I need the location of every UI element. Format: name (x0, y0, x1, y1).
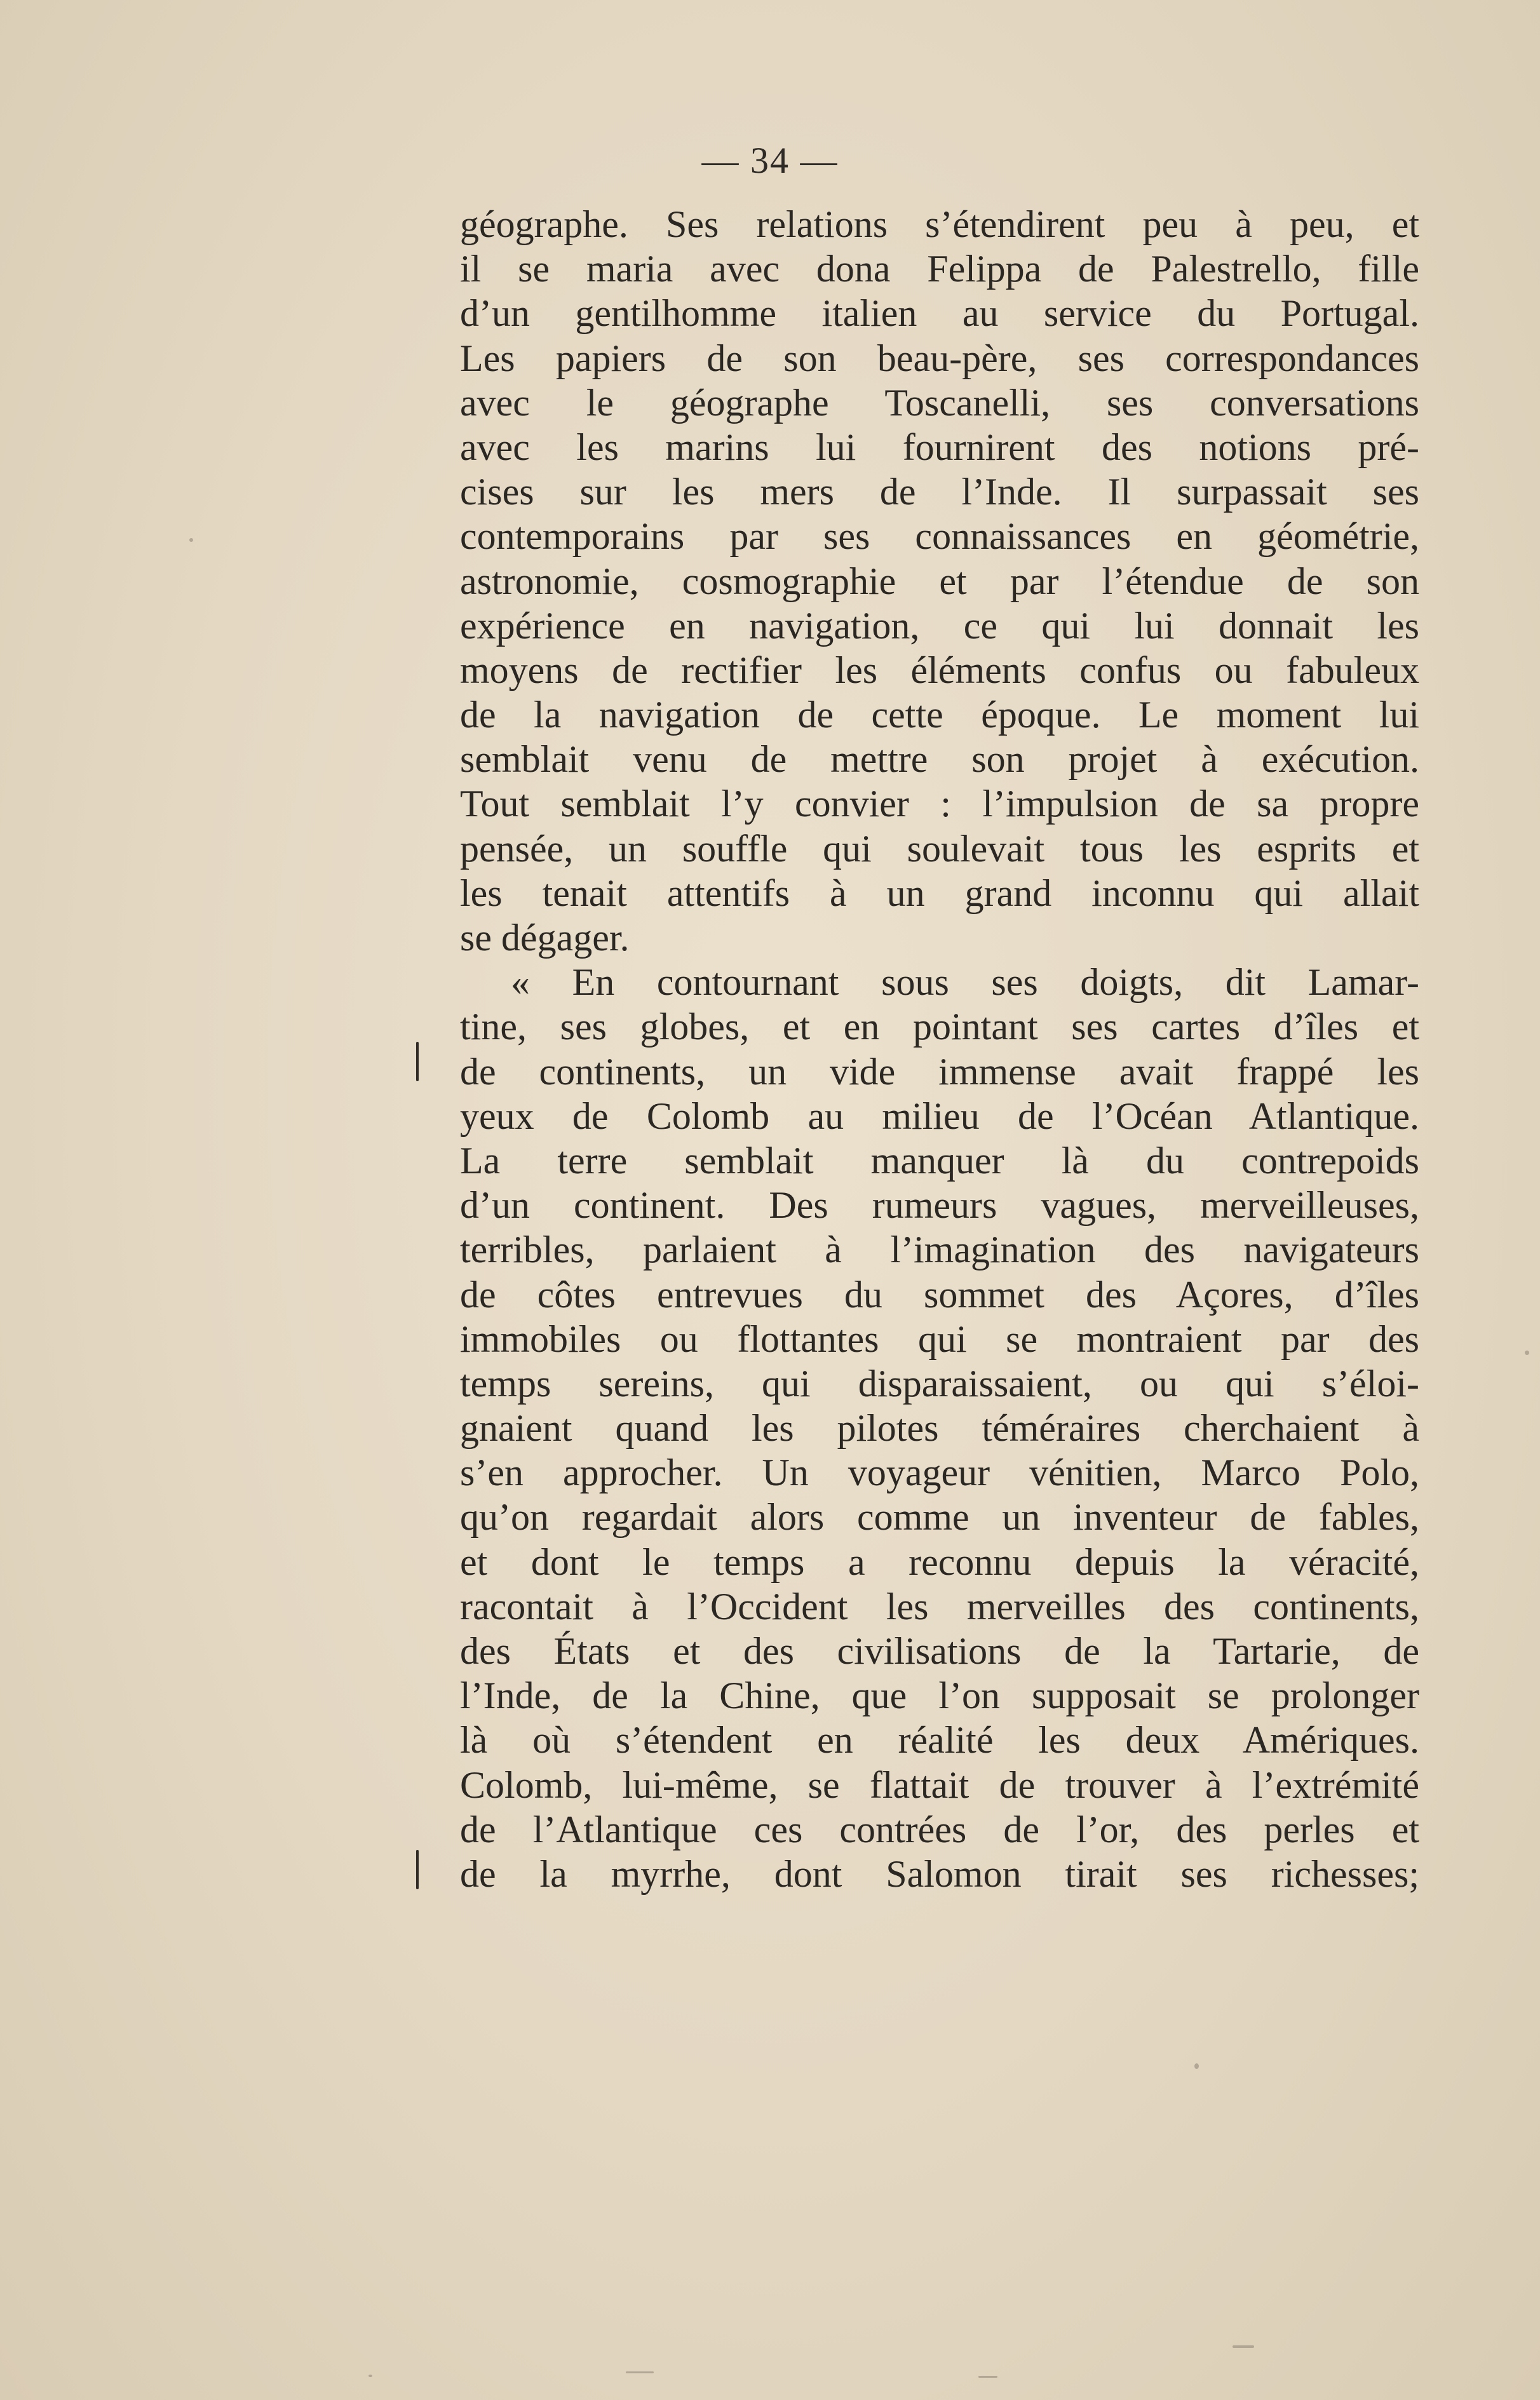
text-line: avec le géographe Toscanelli, ses conversations (460, 381, 1419, 424)
text-line: s’en approcher. Un voyageur vénitien, Marco Polo, (460, 1452, 1419, 1494)
text-line: semblait venu de mettre son projet à exécution. (460, 738, 1419, 781)
text-line: « En contournant sous ses doigts, dit Lamar- (511, 961, 1419, 1004)
page-number: — 34 — (701, 140, 839, 181)
text-line: La terre semblait manquer là du contrepoids (460, 1139, 1419, 1182)
text-line: Les papiers de son beau-père, ses correspondances (460, 337, 1419, 379)
body-text (460, 202, 1419, 1896)
paper-speck (1525, 1351, 1529, 1355)
text-line: moyens de rectifier les éléments confus ou fabuleux (460, 649, 1419, 691)
text-line: immobiles ou flottantes qui se montraient par des (460, 1318, 1419, 1360)
text-line: et dont le temps a reconnu depuis la véracité, (460, 1540, 1419, 1583)
paper-speck (1233, 2345, 1254, 2348)
text-line: géographe. Ses relations s’étendirent peu à peu, et (460, 203, 1419, 245)
text-line: astronomie, cosmographie et par l’étendue de son (460, 560, 1419, 602)
paper-speck (1194, 2063, 1199, 2069)
paper-speck (189, 538, 193, 542)
text-line: là où s’étendent en réalité les deux Amériques. (460, 1719, 1419, 1762)
text-line: de l’Atlantique ces contrées de l’or, des perles et (460, 1808, 1419, 1851)
text-line: gnaient quand les pilotes téméraires cherchaient à (460, 1407, 1419, 1450)
text-line: de la navigation de cette époque. Le moment lui (460, 694, 1419, 736)
text-line: Tout semblait l’y convier : l’impulsion de sa propre (460, 783, 1419, 825)
text-line: de la myrrhe, dont Salomon tirait ses richesses; (460, 1852, 1419, 1895)
text-line: de côtes entrevues du sommet des Açores, d’îles (460, 1273, 1419, 1316)
text-line: cises sur les mers de l’Inde. Il surpassait ses (460, 471, 1419, 513)
text-line: avec les marins lui fournirent des notions pré- (460, 426, 1419, 468)
text-line: yeux de Colomb au milieu de l’Océan Atlantique. (460, 1095, 1419, 1137)
text-line: tine, ses globes, et en pointant ses cartes d’îles et (460, 1006, 1419, 1048)
text-line: racontait à l’Occident les merveilles des continents, (460, 1585, 1419, 1628)
margin-mark-lower (416, 1850, 419, 1889)
text-line: il se maria avec dona Felippa de Palestrello, fille (460, 248, 1419, 290)
margin-mark-upper (416, 1042, 419, 1081)
text-line: des États et des civilisations de la Tartarie, de (460, 1630, 1419, 1672)
text-line: temps sereins, qui disparaissaient, ou qui s’éloi- (460, 1362, 1419, 1405)
text-line: qu’on regardait alors comme un inventeur de fables, (460, 1496, 1419, 1539)
text-line: de continents, un vide immense avait frappé les (460, 1050, 1419, 1093)
paper-speck (626, 2371, 654, 2373)
text-line: Colomb, lui-même, se flattait de trouver à l’extrémité (460, 1763, 1419, 1806)
paper-speck (368, 2375, 372, 2377)
text-line: l’Inde, de la Chine, que l’on supposait se prolonger (460, 1675, 1419, 1717)
text-line: pensée, un souffle qui soulevait tous les esprits et (460, 827, 1419, 870)
text-line: contemporains par ses connaissances en géométrie, (460, 515, 1419, 558)
text-line: se dégager. (460, 917, 630, 959)
text-line: les tenait attentifs à un grand inconnu qui allait (460, 872, 1419, 914)
text-line: expérience en navigation, ce qui lui donnait les (460, 604, 1419, 647)
text-line: d’un continent. Des rumeurs vagues, merveilleuses, (460, 1184, 1419, 1227)
text-line: terribles, parlaient à l’imagination des navigateurs (460, 1229, 1419, 1271)
paper-speck (978, 2376, 997, 2378)
text-line: d’un gentilhomme italien au service du Portugal. (460, 292, 1419, 335)
